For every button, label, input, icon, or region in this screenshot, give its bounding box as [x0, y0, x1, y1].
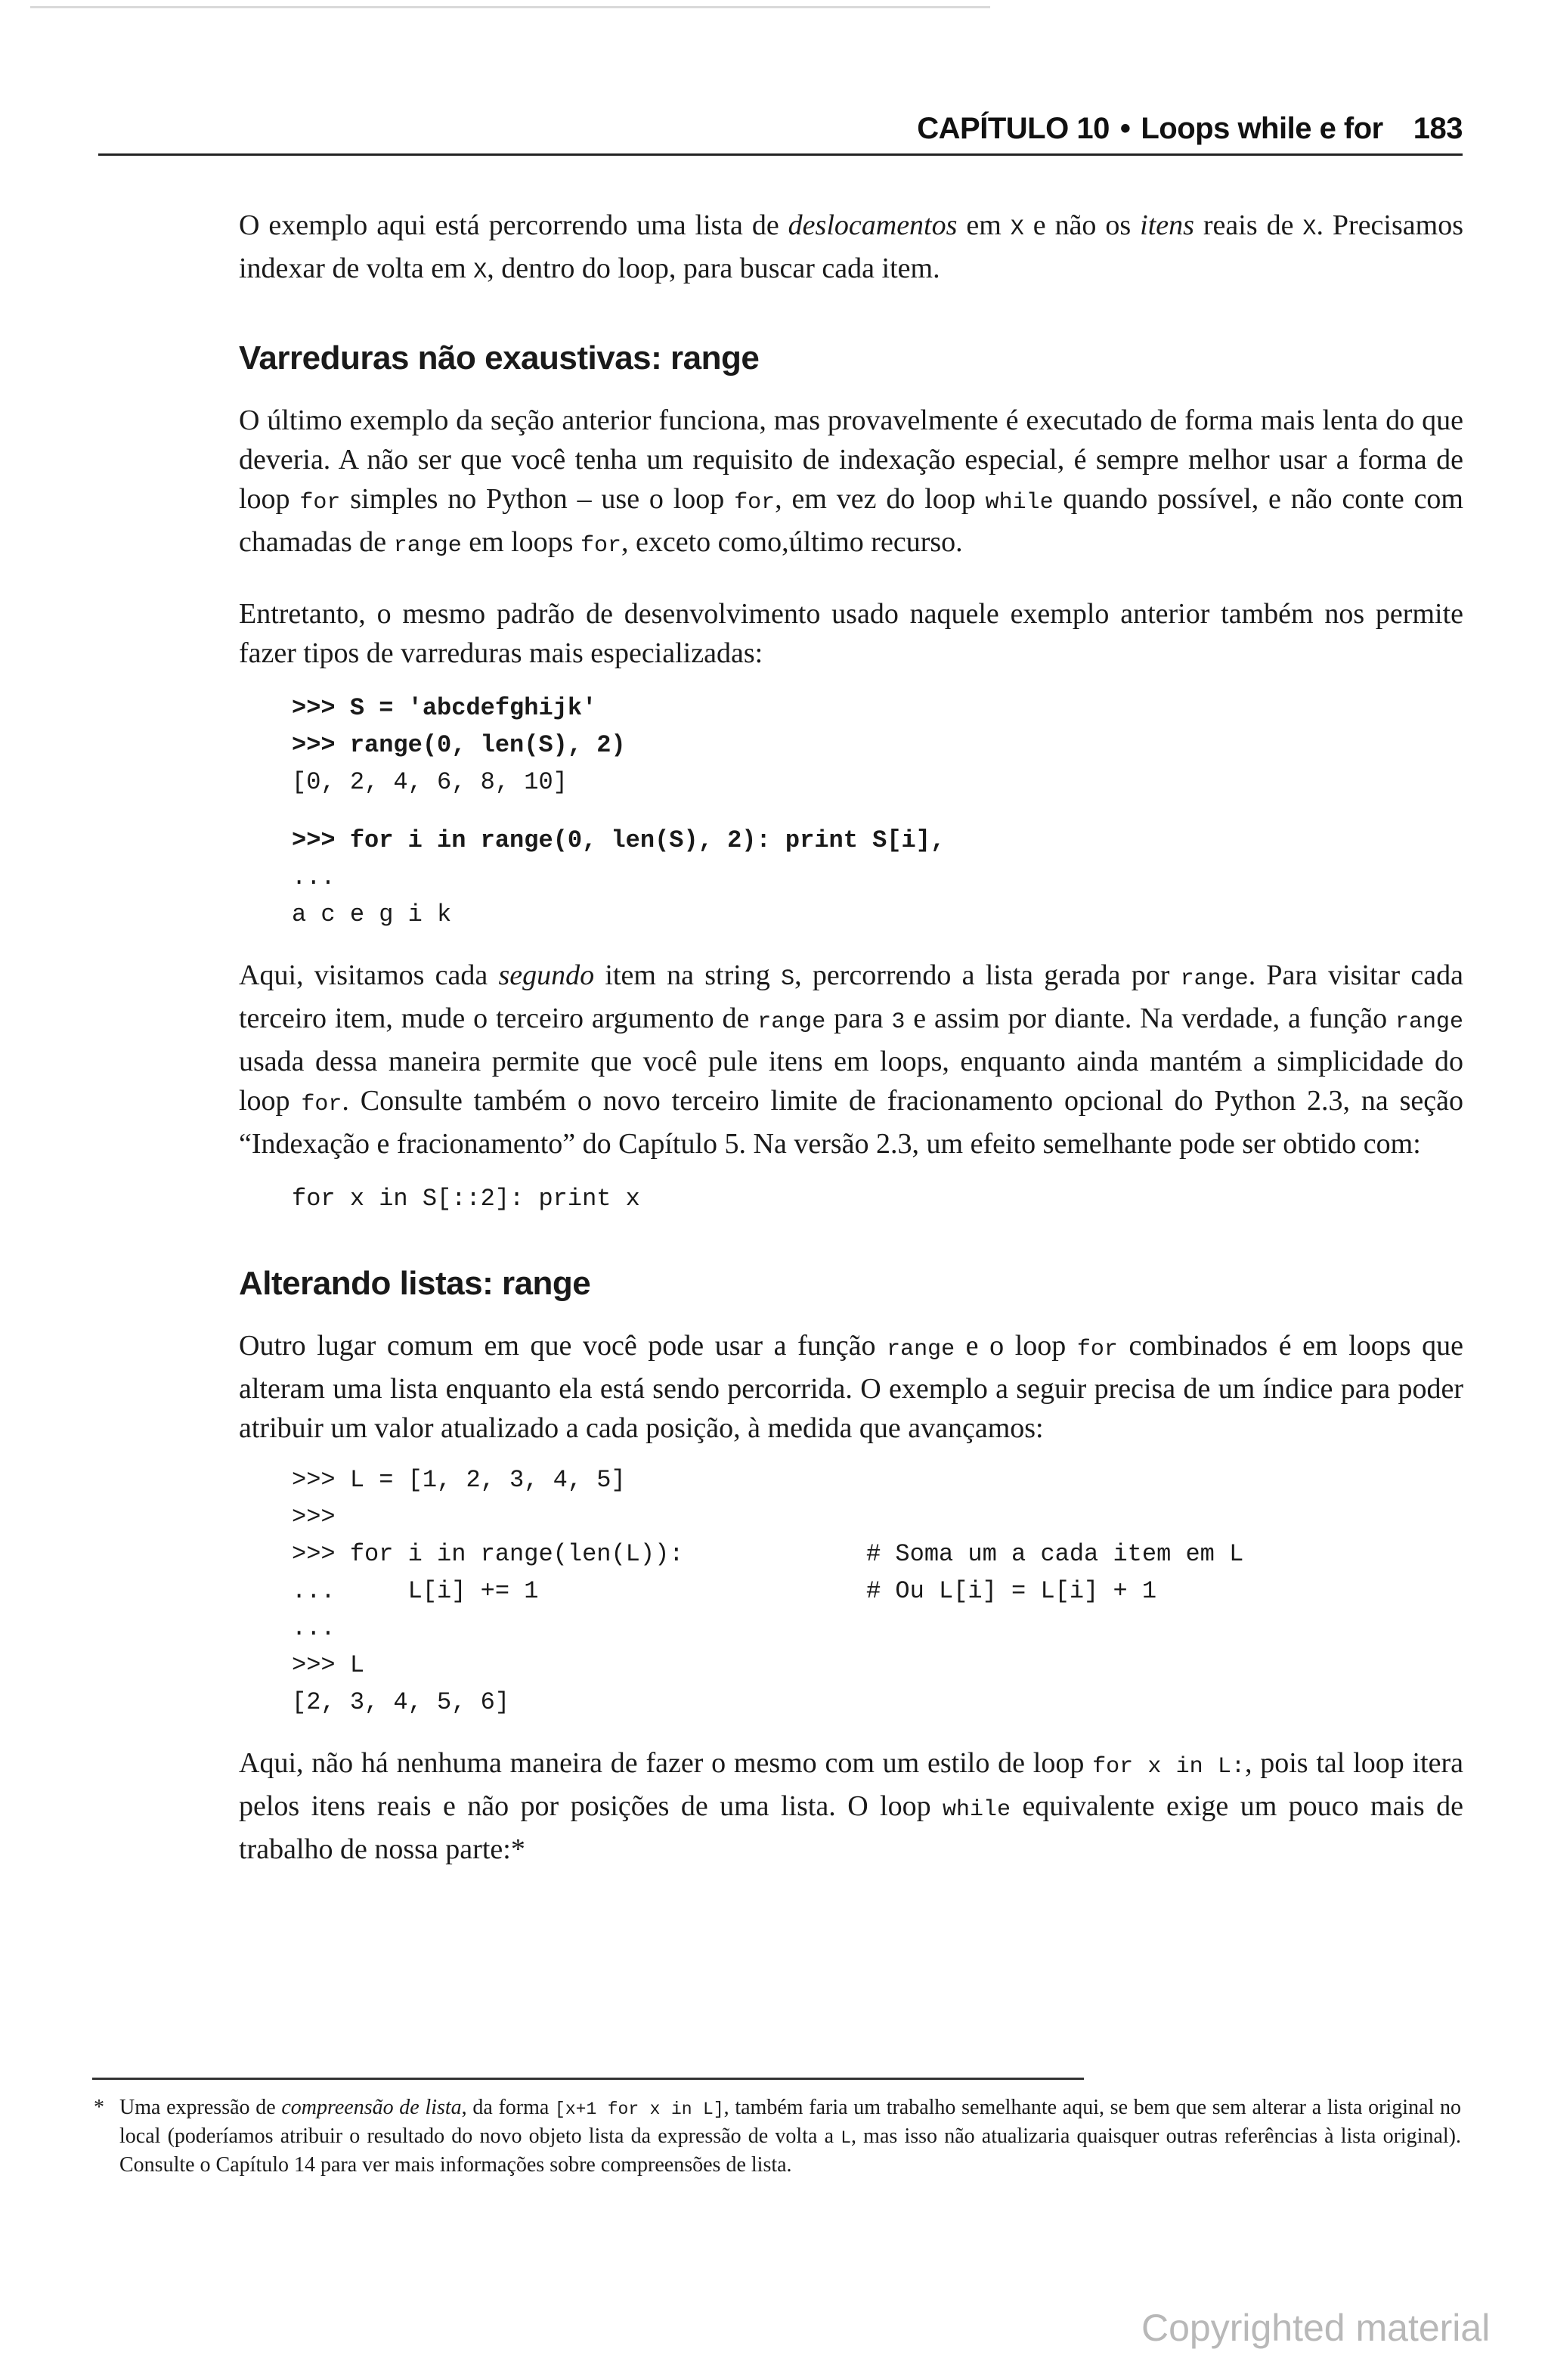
inline-code: L	[841, 2128, 851, 2148]
code-row	[292, 1573, 1463, 1610]
section2-paragraph-1	[239, 1326, 1463, 1448]
text-run: simples no Python – use o loop	[340, 483, 735, 515]
code-row	[292, 1610, 1463, 1647]
code-continuation: ...	[292, 863, 336, 891]
section-heading-varreduras: Varreduras não exaustivas: range	[239, 339, 760, 377]
code-line: >>> for i in range(len(L)):	[292, 1540, 684, 1568]
inline-code: range	[757, 1009, 826, 1035]
section-heading-alterando: Alterando listas: range	[239, 1265, 591, 1302]
code-line: >>> L = [1, 2, 3, 4, 5]	[292, 1466, 626, 1494]
running-header	[98, 112, 1463, 146]
text-run: para	[825, 1003, 892, 1034]
header-rule	[98, 153, 1463, 156]
text-run: , dentro do loop, para buscar cada item.	[487, 253, 940, 284]
bullet-separator: •	[1119, 112, 1131, 145]
code-line: >>> L	[292, 1651, 365, 1679]
code-gap	[292, 801, 1463, 822]
inline-code: while	[943, 1797, 1011, 1823]
italic-term: deslocamentos	[788, 209, 958, 241]
text-run: em	[957, 209, 1011, 241]
code-line: >>> for i in range(0, len(S), 2): print S[i],	[292, 826, 946, 854]
code-row	[292, 1498, 1463, 1536]
text-run: e o loop	[955, 1330, 1077, 1362]
inline-code: range	[393, 533, 462, 559]
text-run: Uma expressão de	[119, 2096, 282, 2119]
code-row	[292, 1536, 1463, 1573]
text-run: , em vez do loop	[775, 483, 986, 515]
text-run: equivalente exige um pouco mais de trabalho de nossa parte:*	[239, 1790, 1463, 1865]
text-run: O último exemplo da seção anterior funciona, mas provavelmente é executado de forma mais lenta do que deveria. A não ser que você tenha um requisito de indexação especial, é sempre melhor usar a forma de loop	[239, 404, 1463, 515]
text-run: , percorrendo a lista gerada por	[794, 959, 1181, 991]
inline-code: X	[473, 259, 488, 285]
section2-paragraph-2	[239, 1743, 1463, 1869]
code-row	[292, 1647, 1463, 1684]
code-line: ...	[292, 1614, 336, 1642]
inline-code: 3	[891, 1009, 906, 1035]
code-block-list-update	[292, 1461, 1463, 1721]
top-edge-rule	[30, 6, 990, 8]
text-run: , da forma	[461, 2096, 556, 2119]
chapter-title: Loops while e for	[1141, 112, 1383, 145]
page-body	[239, 206, 1463, 1898]
text-run: , pois tal loop itera pelos itens reais e não por posições de uma lista. O loop	[239, 1747, 1463, 1822]
inline-code: S	[781, 966, 795, 992]
text-run: item na string	[594, 959, 782, 991]
text-run: reais de	[1194, 209, 1303, 241]
section1-paragraph-2: Entretanto, o mesmo padrão de desenvolvimento usado naquele exemplo anterior também nos permite fazer tipos de varreduras mais especializadas:	[239, 598, 1463, 669]
code-block-range-step	[292, 690, 1463, 933]
inline-code: [x+1 for x in L]	[555, 2100, 724, 2119]
text-run: . Precisamos indexar de volta em	[239, 209, 1463, 284]
text-run: O exemplo aqui está percorrendo uma lista de	[239, 209, 788, 241]
copyright-watermark: Copyrighted material	[1141, 2307, 1491, 2349]
code-line: [2, 3, 4, 5, 6]	[292, 1688, 510, 1716]
italic-term: segundo	[498, 959, 595, 991]
code-line: >>>	[292, 1503, 336, 1531]
text-run: Aqui, não há nenhuma maneira de fazer o mesmo com um estilo de loop	[239, 1747, 1093, 1779]
code-row	[292, 1461, 1463, 1498]
code-line: ... L[i] += 1	[292, 1577, 539, 1605]
code-comment: # Ou L[i] = L[i] + 1	[866, 1577, 1157, 1605]
text-run: . Consulte também o novo terceiro limite de fracionamento opcional do Python 2.3, na seção “Indexação e fracionamento” do Capítulo 5. Na versão 2.3, um efeito semelhante pode ser obtido com:	[239, 1085, 1463, 1160]
inline-code: for	[1076, 1337, 1118, 1362]
chapter-label: CAPÍTULO 10	[917, 112, 1110, 145]
inline-code: for	[580, 533, 621, 559]
code-block-slice	[292, 1180, 1463, 1217]
footnote-rule	[92, 2078, 1084, 2080]
text-run: Outro lugar comum em que você pode usar a função	[239, 1330, 887, 1362]
text-run: e não os	[1023, 209, 1141, 241]
code-comment: # Soma um a cada item em L	[866, 1540, 1244, 1568]
footnote-marker: *	[94, 2096, 104, 2119]
text-run: em loops	[461, 526, 580, 558]
inline-code: for	[734, 490, 776, 516]
inline-code: range	[1180, 966, 1249, 992]
page-number: 183	[1413, 112, 1463, 145]
section1-paragraph-1	[239, 401, 1463, 566]
italic-term: itens	[1140, 209, 1194, 241]
inline-code: for x in L:	[1092, 1754, 1245, 1780]
code-output: a c e g i k	[292, 900, 452, 928]
inline-code: for	[301, 1092, 342, 1117]
intro-paragraph	[239, 206, 1463, 292]
inline-code: range	[1395, 1009, 1463, 1035]
section1-paragraph-3	[239, 956, 1463, 1164]
text-run: e assim por diante. Na verdade, a função	[905, 1003, 1395, 1034]
text-run: , também faria um trabalho semelhante aqui, se bem que sem alterar a lista original no local (poderíamos atribuir o resultado do novo objeto lista da expressão de volta a	[119, 2096, 1461, 2148]
code-line: >>> S = 'abcdefghijk'	[292, 694, 597, 722]
text-run: , mas isso não atualizaria quaisquer outras referências à lista original). Consulte o Capítulo 14 para ver mais informações sobre compreensões de lista.	[119, 2124, 1461, 2177]
text-run: , exceto como,último recurso.	[621, 526, 963, 558]
text-run: quando possível, e não conte com chamadas de	[239, 483, 1463, 558]
text-run: usada dessa maneira permite que você pule itens em loops, enquanto ainda mantém a simplicidade do loop	[239, 1046, 1463, 1117]
text-run: Aqui, visitamos cada	[239, 959, 499, 991]
code-output: [0, 2, 4, 6, 8, 10]	[292, 768, 568, 796]
italic-term: compreensão de lista	[281, 2096, 462, 2119]
inline-code: range	[887, 1337, 955, 1362]
code-line: for x in S[::2]: print x	[292, 1185, 640, 1213]
code-line: >>> range(0, len(S), 2)	[292, 731, 626, 759]
inline-code: X	[1302, 216, 1317, 242]
code-row	[292, 1684, 1463, 1721]
inline-code: for	[299, 490, 341, 516]
inline-code: while	[985, 490, 1054, 516]
text-run: . Para visitar cada terceiro item, mude o terceiro argumento de	[239, 959, 1463, 1034]
footnote	[94, 2094, 1461, 2179]
inline-code: X	[1010, 216, 1024, 242]
text-run: combinados é em loops que alteram uma lista enquanto ela está sendo percorrida. O exemplo a seguir precisa de um índice para poder atribuir um valor atualizado a cada posição, à medida que avançamos:	[239, 1330, 1463, 1444]
